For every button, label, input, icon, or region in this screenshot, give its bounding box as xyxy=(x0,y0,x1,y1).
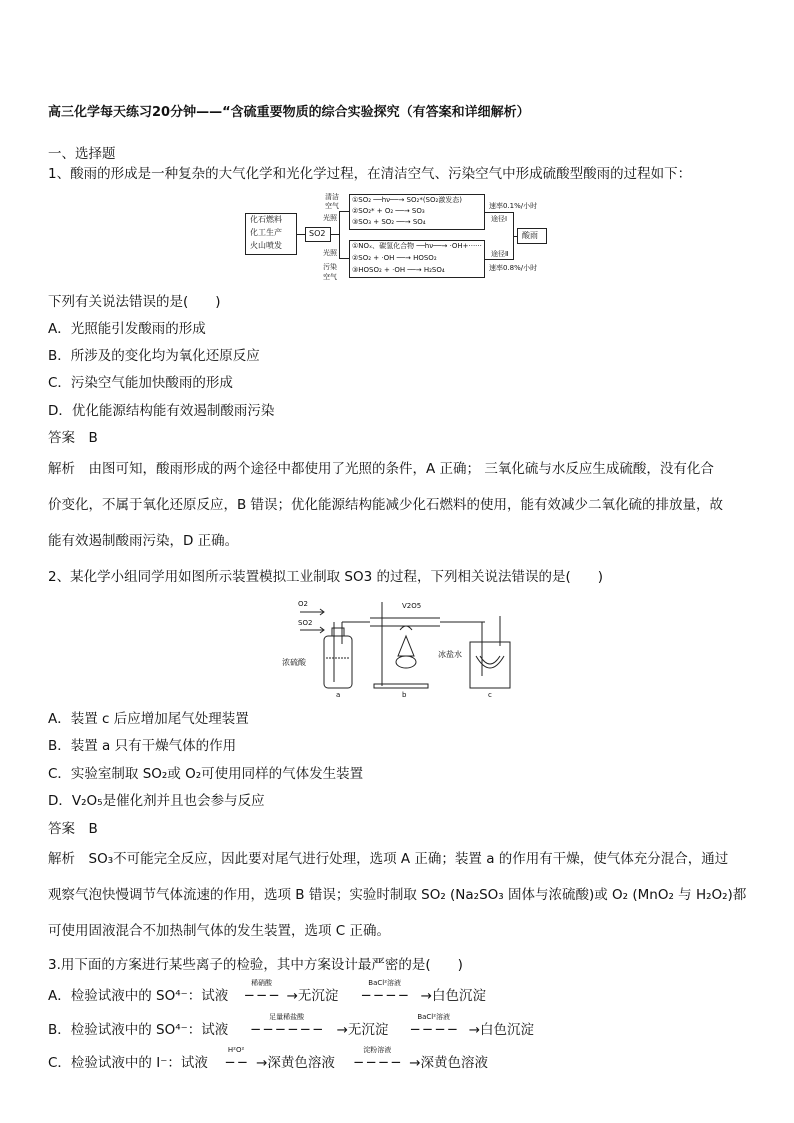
route1-label: 途径Ⅰ xyxy=(491,215,508,223)
so2-label: SO2 xyxy=(298,619,313,627)
q3-b-prefix: B．检验试液中的 SO⁴⁻：试液 xyxy=(48,1022,229,1038)
rate2-label: 速率0.8%/小时 xyxy=(489,264,538,272)
source-item: 火山喷发 xyxy=(250,241,282,250)
page-title: 高三化学每天练习20分钟——“含硫重要物质的综合实验探究（有答案和详细解析） xyxy=(48,105,530,120)
label-a: a xyxy=(336,691,341,699)
result-text: →无沉淀 xyxy=(286,988,339,1004)
reagent-label: BaCl²溶液 xyxy=(417,1013,451,1021)
reagent-arrow: H²O² ─ ─ xyxy=(216,1054,256,1072)
result-text: →无沉淀 xyxy=(336,1022,389,1038)
path1-step: ①SO₂ ──hν──→ SO₂*(SO₂激发态) xyxy=(352,196,463,204)
rate1-label: 速率0.1%/小时 xyxy=(489,202,538,210)
clean-air-label: 清洁 xyxy=(325,193,339,201)
q1-question: 下列有关说法错误的是( ) xyxy=(48,294,221,310)
polluted-air-label: 污染 xyxy=(323,263,337,271)
q3-option-c xyxy=(48,1046,489,1072)
reagent-arrow: BaCl²溶液 ─ ─ ─ ─ xyxy=(349,987,421,1005)
q3-option-a xyxy=(48,979,486,1005)
q2-option-b: B．装置 a 只有干燥气体的作用 xyxy=(48,738,237,754)
reagent-arrow: 稀硝酸 ─ ─ ─ xyxy=(237,987,287,1005)
q2-option-d: D．V₂O₅是催化剂并且也会参与反应 xyxy=(48,793,265,809)
reagent-label: H²O² xyxy=(227,1046,245,1054)
q2-analysis-line: 观察气泡快慢调节气体流速的作用，选项 B 错误；实验时制取 SO₂ (Na₂SO₃ 固体与浓硫酸)或 O₂ (MnO₂ 与 H₂O₂)都 xyxy=(48,887,747,903)
reagent-label: 淀粉溶液 xyxy=(363,1046,392,1054)
light-label: 光照 xyxy=(323,249,337,257)
so2-label: SO2 xyxy=(309,229,326,238)
route2-label: 途径Ⅱ xyxy=(491,250,509,258)
q1-option-c: C．污染空气能加快酸雨的形成 xyxy=(48,375,233,391)
q2-analysis-line: 解析 SO₃不可能完全反应，因此要对尾气进行处理，选项 A 正确；装置 a 的作用有干燥，使气体充分混合，通过 xyxy=(48,851,729,867)
reagent-arrow: 淀粉溶液 ─ ─ ─ ─ xyxy=(345,1054,409,1072)
section-heading: 一、选择题 xyxy=(48,146,116,162)
o2-label: O2 xyxy=(298,600,308,608)
result-text: →深黄色溶液 xyxy=(409,1055,489,1071)
result-text: →深黄色溶液 xyxy=(256,1055,335,1071)
q2-answer: 答案 B xyxy=(48,821,98,837)
path1-step: ②SO₂* + O₂ ──→ SO₃ xyxy=(352,207,425,215)
q2-analysis-line: 可使用固液混合不加热制气体的发生装置，选项 C 正确。 xyxy=(48,923,391,939)
q1-analysis-line: 能有效遏制酸雨污染，D 正确。 xyxy=(48,533,239,549)
result-text: →白色沉淀 xyxy=(420,988,486,1004)
q3-c-prefix: C．检验试液中的 I⁻：试液 xyxy=(48,1055,208,1071)
polluted-air-label: 空气 xyxy=(323,273,337,281)
clean-air-label: 空气 xyxy=(325,202,339,210)
light-label: 光照 xyxy=(323,214,337,222)
q1-analysis-line: 解析 由图可知，酸雨形成的两个途径中都使用了光照的条件，A 正确； 三氧化硫与水反应生成硫酸，没有化合 xyxy=(48,461,714,477)
label-b: b xyxy=(402,691,407,699)
q1-analysis-line: 价变化，不属于氧化还原反应，B 错误；优化能源结构能减少化石燃料的使用，能有效减少二氧化硫的排放量，故 xyxy=(48,497,724,513)
source-item: 化工生产 xyxy=(250,228,282,237)
result-text: →白色沉淀 xyxy=(468,1022,535,1038)
path2-step: ③HOSO₂ + ·OH ──→ H₂SO₄ xyxy=(352,266,445,274)
path2-step: ①NOₓ、碳氢化合物 ──hν──→ ·OH+······ xyxy=(352,242,482,250)
q3-a-prefix: A．检验试液中的 SO⁴⁻：试液 xyxy=(48,988,229,1004)
q1-option-d: D．优化能源结构能有效遏制酸雨污染 xyxy=(48,403,275,419)
conc-acid-label: 浓硫酸 xyxy=(282,658,306,667)
label-c: c xyxy=(488,691,492,699)
q1-answer: 答案 B xyxy=(48,430,98,446)
apparatus-drawing xyxy=(290,596,520,702)
path1-step: ③SO₃ + SO₂ ──→ SO₄ xyxy=(352,218,426,226)
apparatus-diagram xyxy=(282,596,520,702)
q1-stem: 1、酸雨的形成是一种复杂的大气化学和光化学过程，在清洁空气、污染空气中形成硫酸型酸雨的过程如下： xyxy=(48,166,692,182)
q2-option-a: A．装置 c 后应增加尾气处理装置 xyxy=(48,711,249,727)
q1-option-a: A．光照能引发酸雨的形成 xyxy=(48,321,206,337)
reagent-arrow: BaCl²溶液 ─ ─ ─ ─ xyxy=(399,1021,469,1039)
reagent-label: 足量稀盐酸 xyxy=(269,1013,305,1021)
reagent-label: BaCl²溶液 xyxy=(368,979,402,987)
q2-stem: 2、某化学小组同学用如图所示装置模拟工业制取 SO3 的过程，下列相关说法错误的是( ) xyxy=(48,569,603,585)
path2-step: ②SO₂ + ·OH ──→ HOSO₂ xyxy=(352,254,437,262)
reagent-label: 稀硝酸 xyxy=(251,979,273,987)
v2o5-label: V2O5 xyxy=(402,602,422,610)
q3-option-b xyxy=(48,1013,535,1039)
reagent-arrow: 足量稀盐酸 ─ ─ ─ ─ ─ ─ xyxy=(237,1021,337,1039)
acid-rain-label: 酸雨 xyxy=(522,231,538,240)
q3-stem: 3.用下面的方案进行某些离子的检验，其中方案设计最严密的是( ) xyxy=(48,957,463,973)
q2-option-c: C．实验室制取 SO₂或 O₂可使用同样的气体发生装置 xyxy=(48,766,364,782)
q1-option-b: B．所涉及的变化均为氧化还原反应 xyxy=(48,348,260,364)
acid-rain-diagram xyxy=(245,191,555,285)
ice-salt-label: 冰盐水 xyxy=(438,650,462,659)
source-item: 化石燃料 xyxy=(250,215,282,224)
